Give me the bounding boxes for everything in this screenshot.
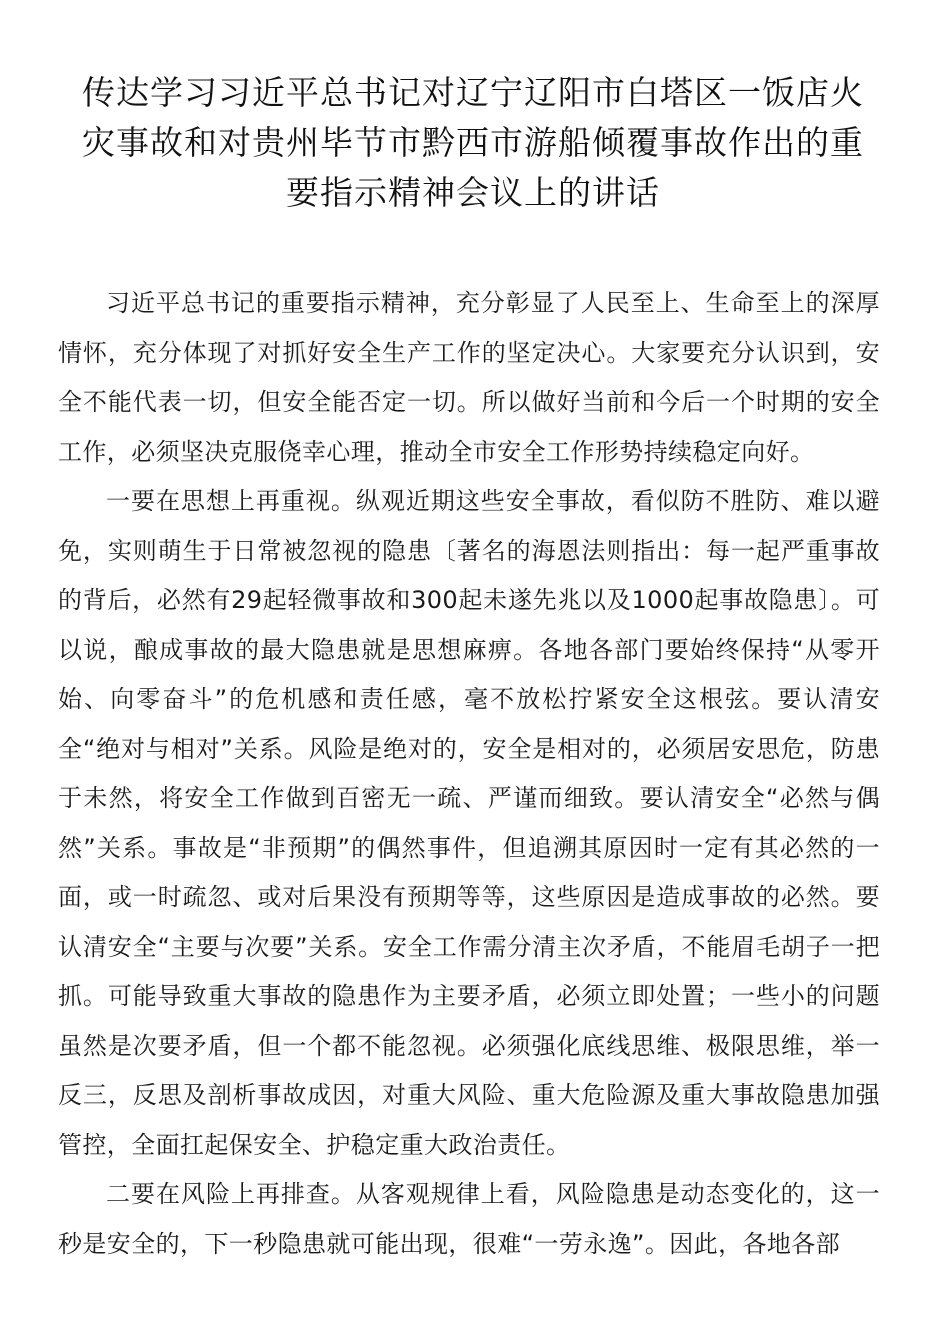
- paragraph-intro: 习近平总书记的重要指示精神，充分彰显了人民至上、生命至上的深厚情怀，充分体现了对抓好安全生产工作的坚定决心。大家要充分认识到，安全不能代表一切，但安全能否定一切。所以做好当前和今后一个时期的安全工作，必须坚决克服侥幸心理，推动全市安全工作形势持续稳定向好。: [58, 289, 880, 466]
- paragraph-point-two: 二要在风险上再排查。从客观规律上看，风险隐患是动态变化的，这一秒是安全的，下一秒隐患就可能出现，很难“一劳永逸”。因此，各地各部: [58, 1180, 880, 1258]
- document-body: [58, 279, 880, 1269]
- paragraph-point-one: 一要在思想上再重视。纵观近期这些安全事故，看似防不胜防、难以避免，实则萌生于日常被忽视的隐患〔著名的海恩法则指出：每一起严重事故的背后，必然有29起轻微事故和300起未遂先兆以及1000起事故隐患〕。可以说，酿成事故的最大隐患就是思想麻痹。各地各部门要始终保持“从零开始、向零奋斗”的危机感和责任感，毫不放松拧紧安全这根弦。要认清安全“绝对与相对”关系。风险是绝对的，安全是相对的，必须居安思危，防患于未然，将安全工作做到百密无一疏、严谨而细致。要认清安全“必然与偶然”关系。事故是“非预期”的偶然事件，但追溯其原因时一定有其必然的一面，或一时疏忽、或对后果没有预期等等，这些原因是造成事故的必然。要认清安全“主要与次要”关系。安全工作需分清主次矛盾，不能眉毛胡子一把抓。可能导致重大事故的隐患作为主要矛盾，必须立即处置；一些小的问题虽然是次要矛盾，但一个都不能忽视。必须强化底线思维、极限思维，举一反三，反思及剖析事故成因，对重大风险、重大危险源及重大事故隐患加强管控，全面扛起保安全、护稳定重大政治责任。: [58, 487, 880, 1159]
- document-title: 传达学习习近平总书记对辽宁辽阳市白塔区一饭店火灾事故和对贵州毕节市黔西市游船倾覆事故作出的重要指示精神会议上的讲话: [82, 73, 864, 212]
